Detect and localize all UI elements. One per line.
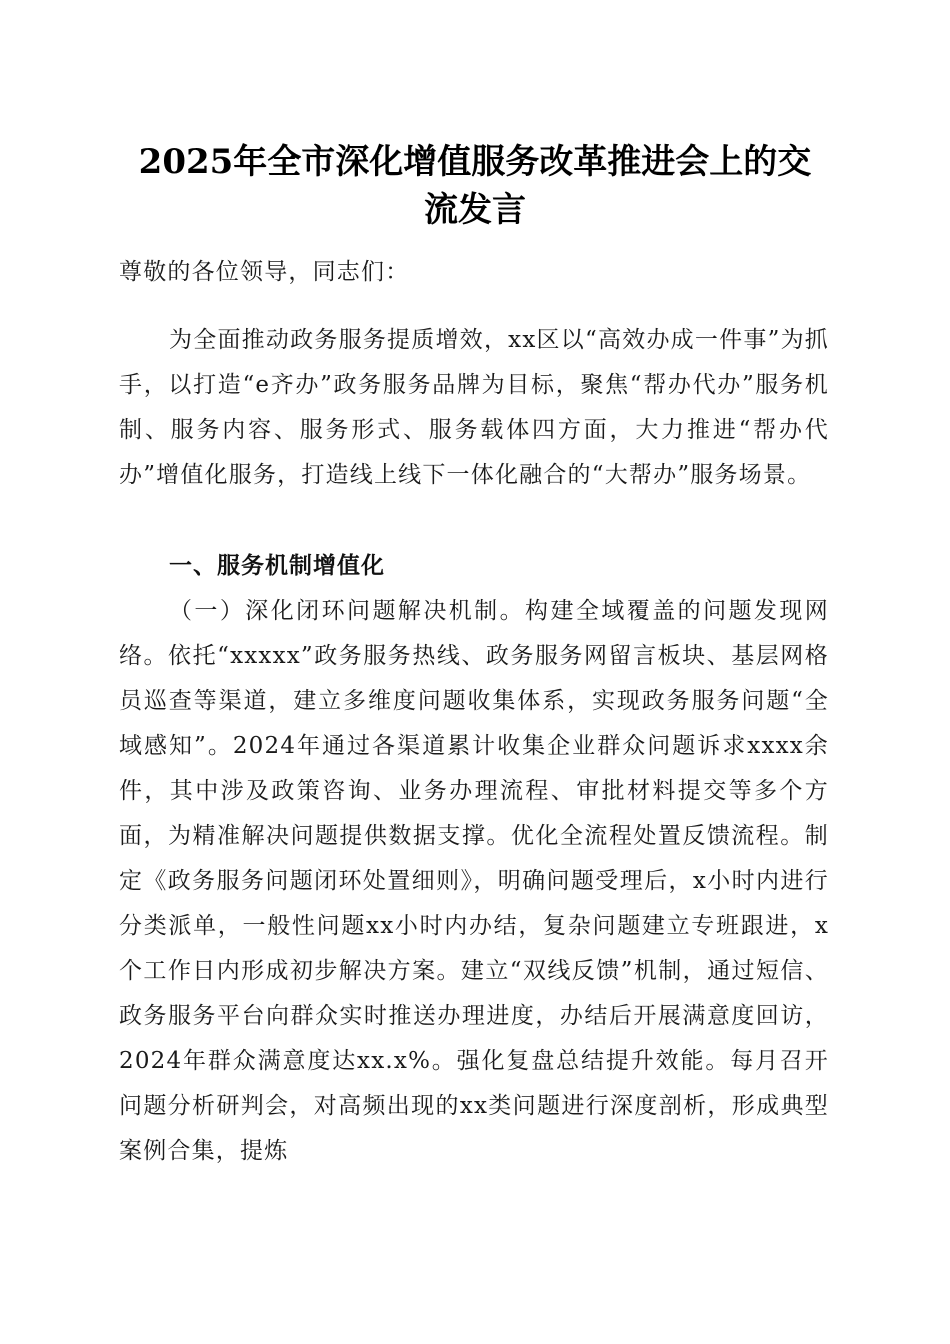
document-title-line-2: 流发言 <box>424 190 526 230</box>
section-heading-1: 一、服务机制增值化 <box>169 553 385 579</box>
salutation: 尊敬的各位领导，同志们： <box>119 259 410 285</box>
intro-paragraph: 为全面推动政务服务提质增效，xx区以“高效办成一件事”为抓手，以打造“e齐办”政务服务品牌为目标，聚焦“帮办代办”服务机制、服务内容、服务形式、服务载体四方面，大力推进“帮办代办”增值化服务，打造线上线下一体化融合的“大帮办”服务场景。 <box>119 327 829 488</box>
body-paragraph-1: （一）深化闭环问题解决机制。构建全域覆盖的问题发现网络。依托“xxxxx”政务服务热线、政务服务网留言板块、基层网格员巡查等渠道，建立多维度问题收集体系，实现政务服务问题“全域感知”。2024年通过各渠道累计收集企业群众问题诉求xxxx余件，其中涉及政策咨询、业务办理流程、审批材料提交等多个方面，为精准解决问题提供数据支撑。优化全流程处置反馈流程。制定《政务服务问题闭环处置细则》，明确问题受理后，x小时内进行分类派单，一般性问题xx小时内办结，复杂问题建立专班跟进，x个工作日内形成初步解决方案。建立“双线反馈”机制，通过短信、政务服务平台向群众实时推送办理进度，办结后开展满意度回访，2024年群众满意度达xx.x%。强化复盘总结提升效能。每月召开问题分析研判会，对高频出现的xx类问题进行深度剖析，形成典型案例合集，提炼 <box>119 598 829 1164</box>
document-title-line-1: 2025年全市深化增值服务改革推进会上的交 <box>138 142 812 182</box>
